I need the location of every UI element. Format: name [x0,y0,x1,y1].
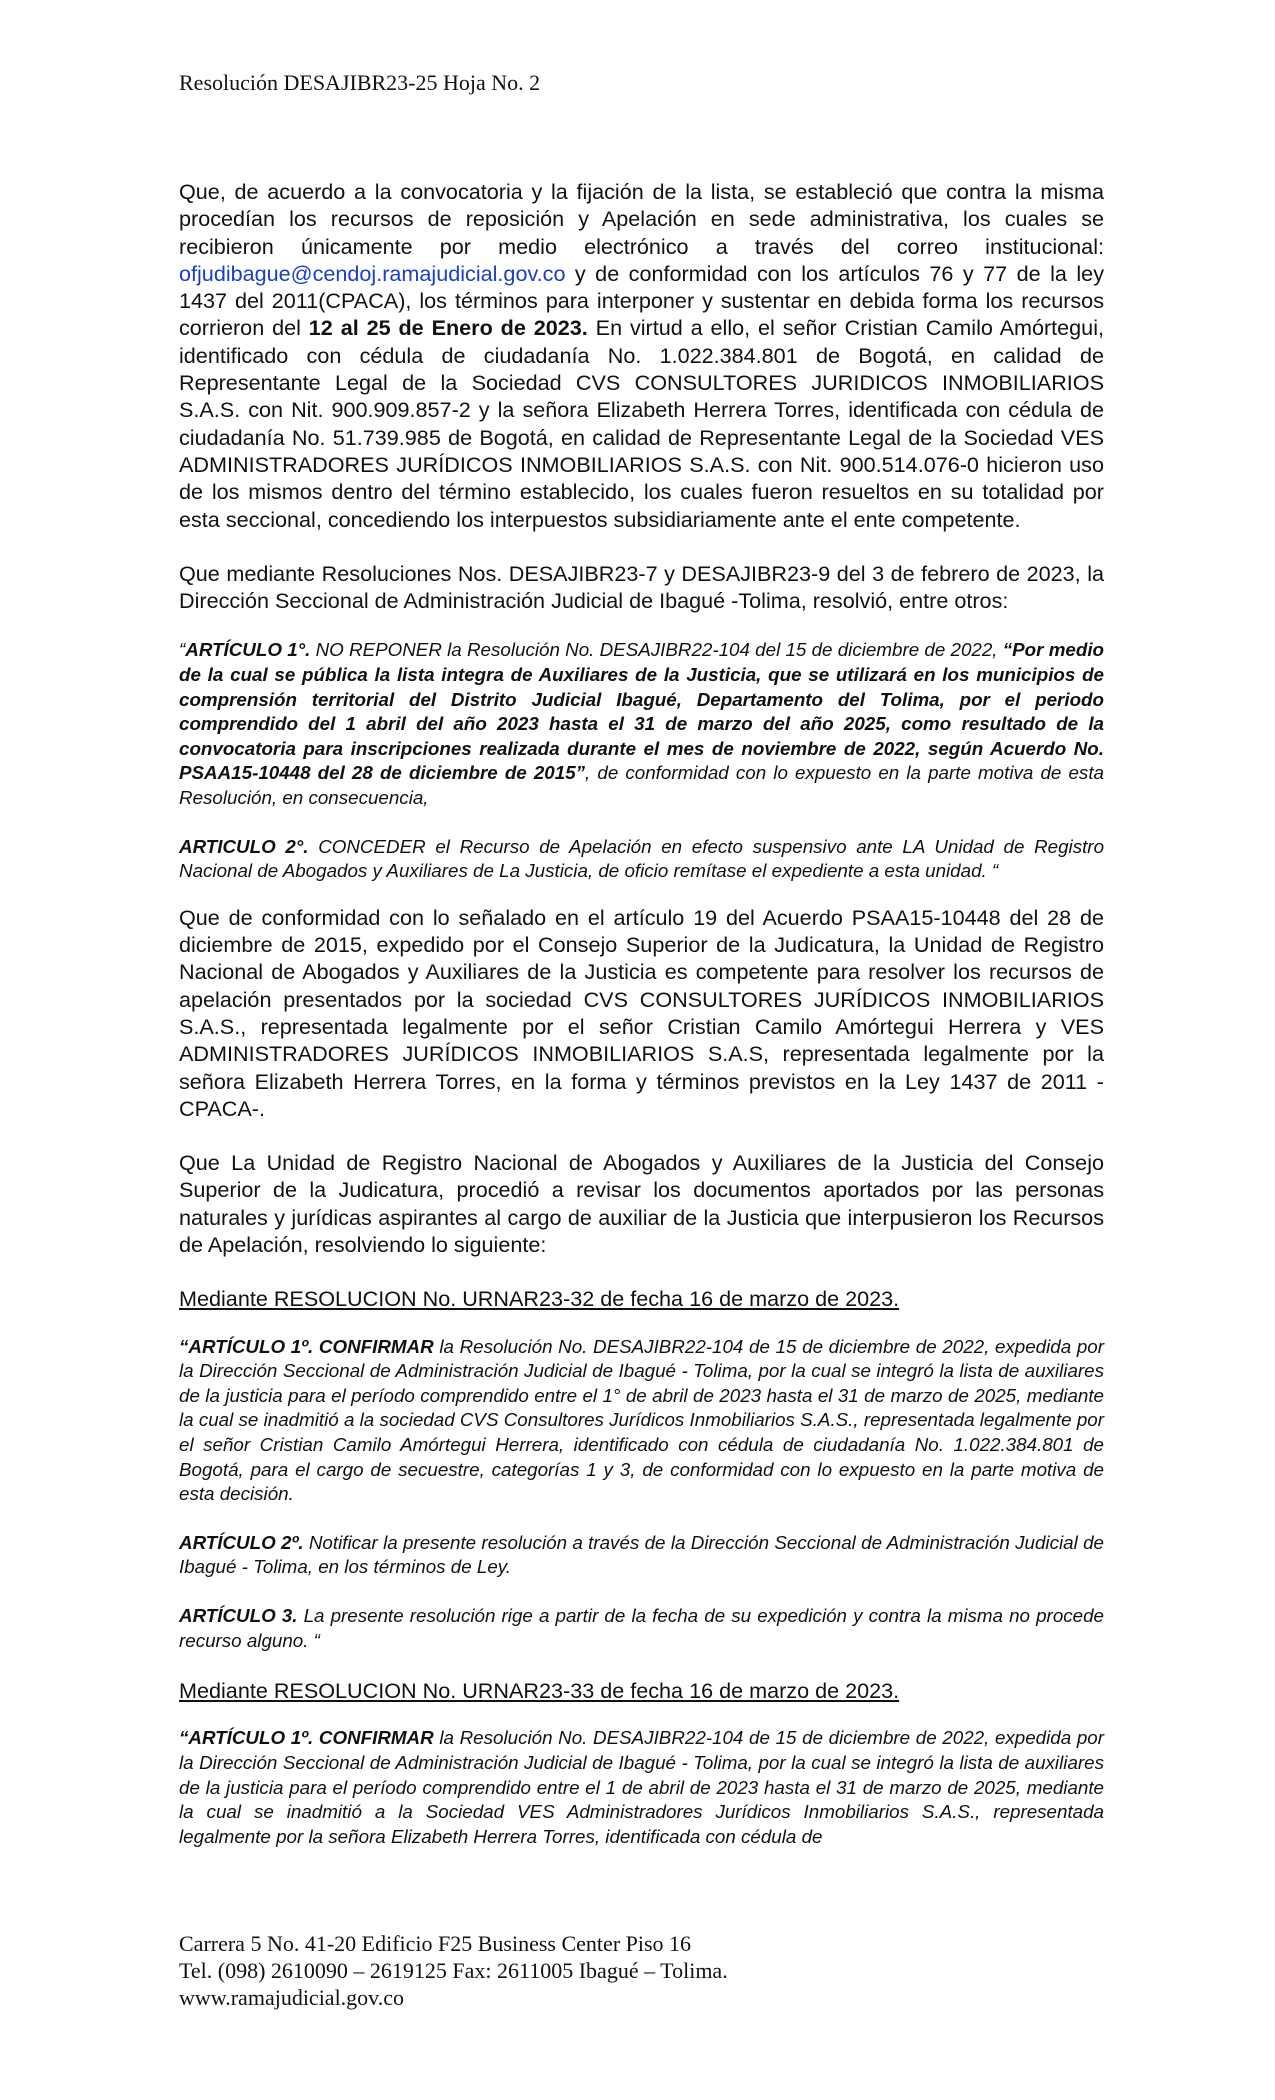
text-span: CONCEDER el Recurso de Apelación en efecto suspensivo ante LA Unidad de Registro Nacional de Abogados y Auxiliares de La Justicia, de oficio remítase el expediente a esta unidad. “ [179,835,1105,882]
footer-website: www.ramajudicial.gov.co [179,1985,405,2010]
text-span: la Resolución No. DESAJIBR22-104 de 15 de diciembre de 2022, expedida por la Dirección Seccional de Administración Judicial de Ibagué - Tolima, por la cual se integró la lista de auxiliares de la justicia para el período comprendido entre el 1 de abril de 2023 hasta el 31 de marzo de 2025, mediante la cual se inadmitió a la Sociedad VES Administradores Jurídicos Inmobiliarios S.A.S., representada legalmente por la señora Elizabeth Herrera Torres, identificada con cédula de [179,1727,1104,1847]
text-span: Notificar la presente resolución a través de la Dirección Seccional de Administración Judicial de Ibagué - Tolima, en los términos de Ley. [179,1531,1104,1578]
article-label: ARTÍCULO 3. [179,1605,298,1626]
text-span: , de conformidad con lo expuesto en la parte motiva de esta Resolución, en consecuencia, [179,762,1104,809]
quote-urnar23-33-art1 [179,1726,1104,1849]
article-label: “ARTÍCULO 1º. CONFIRMAR [179,1727,434,1749]
quote-urnar23-32-art2 [179,1531,1104,1580]
paragraph-resoluciones: Que mediante Resoluciones Nos. DESAJIBR23-7 y DESAJIBR23-9 del 3 de febrero de 2023, la Dirección Seccional de Administración Judicial de Ibagué -Tolima, resolvió, entre otros: [179,560,1104,614]
text-span: Que, de acuerdo a la convocatoria y la fijación de la lista, se estableció que contra la misma procedían los recursos de reposición y Apelación en sede administrativa, los cuales se recibieron únicamente por medio electrónico a través del correo institucional: [179,179,1104,259]
resolution-heading-urnar23-32: Mediante RESOLUCION No. URNAR23-32 de fecha 16 de marzo de 2023. [179,1286,900,1312]
quote-urnar23-32-art1 [179,1335,1104,1507]
text-span: y de conformidad con los artículos 76 y 77 de la ley 1437 del 2011(CPACA), los términos para interponer y sustentar en debida forma los recursos corrieron del [179,260,1104,341]
text-span: En virtud a ello, el señor Cristian Camilo Amórtegui, identificado con cédula de ciudadanía No. 1.022.384.801 de Bogotá, en calidad de Representante Legal de la Sociedad CVS CONSULTORES JURIDICOS INMOBILIARIOS S.A.S. con Nit. 900.909.857-2 y la señora Elizabeth Herrera Torres, identificada con cédula de ciudadanía No. 51.739.985 de Bogotá, en calidad de Representante Legal de la Sociedad VES ADMINISTRADORES JURÍDICOS INMOBILIARIOS S.A.S. con Nit. 900.514.076-0 hicieron uso de los mismos dentro del término establecido, los cuales fueron resueltos en su totalidad por esta seccional, concediendo los interpuestos subsidiariamente ante el ente competente. [179,315,1104,532]
quote-open: “ [179,639,186,661]
article-label: ARTÍCULO 2º. [179,1531,304,1553]
resolution-heading-urnar23-33: Mediante RESOLUCION No. URNAR23-33 de fecha 16 de marzo de 2023. [179,1678,900,1704]
footer-address: Carrera 5 No. 41-20 Edificio F25 Business Center Piso 16 [179,1931,692,1956]
quote-articulo-2 [179,835,1104,884]
bold-dates: 12 al 25 de Enero de 2023. [308,315,588,341]
paragraph-competencia: Que de conformidad con lo señalado en el artículo 19 del Acuerdo PSAA15-10448 del 28 de diciembre de 2015, expedido por el Consejo Superior de la Judicatura, la Unidad de Registro Nacional de Abogados y Auxiliares de la Justicia es competente para resolver los recursos de apelación presentados por la sociedad CVS CONSULTORES JURÍDICOS INMOBILIARIOS S.A.S., representada legalmente por el señor Cristian Camilo Amórtegui Herrera y VES ADMINISTRADORES JURÍDICOS INMOBILIARIOS S.A.S, representada legalmente por la señora Elizabeth Herrera Torres, en la forma y términos previstos en la Ley 1437 de 2011 -CPACA-. [179,904,1104,1121]
paragraph-unidad: Que La Unidad de Registro Nacional de Abogados y Auxiliares de la Justicia del Consejo Superior de la Judicatura, procedió a revisar los documentos aportados por las personas naturales y jurídicas aspirantes al cargo de auxiliar de la Justicia que interpusieron los Recursos de Apelación, resolviendo lo siguiente: [179,1150,1104,1258]
text-span: la Resolución No. DESAJIBR22-104 de 15 de diciembre de 2022, expedida por la Dirección Seccional de Administración Judicial de Ibagué - Tolima, por la cual se integró la lista de auxiliares de la justicia para el período comprendido entre el 1° de abril de 2023 hasta el 31 de marzo de 2025, mediante la cual se inadmitió a la sociedad CVS Consultores Jurídicos Inmobiliarios S.A.S., representada legalmente por el señor Cristian Camilo Amórtegui Herrera, identificado con cédula de ciudadanía No. 1.022.384.801 de Bogotá, para el cargo de secuestre, categorías 1 y 3, de conformidad con lo expuesto en la parte motiva de esta decisión. [179,1335,1104,1505]
email-link[interactable]: ofjudibague@cendoj.ramajudicial.gov.co [179,260,566,286]
page-footer [179,1930,728,2011]
text-span: NO REPONER la Resolución No. DESAJIBR22-104 del 15 de diciembre de 2022, [310,639,1003,661]
footer-phone: Tel. (098) 2610090 – 2619125 Fax: 2611005 Ibagué – Tolima. [179,1958,728,1983]
text-span: La presente resolución rige a partir de la fecha de su expedición y contra la misma no procede recurso alguno. “ [179,1605,1104,1651]
article-label: ARTÍCULO 1°. [185,639,311,661]
bold-quote: “Por medio de la cual se pública la lista integra de Auxiliares de la Justicia, que se utilizará en los municipios de comprensión territorial del Distrito Judicial Ibagué, Departamento del Tolima, por el periodo comprendido del 1 abril del año 2023 hasta el 31 de marzo del año 2025, como resultado de la convocatoria para inscripciones realizada durante el mes de noviembre de 2022, según Acuerdo No. PSAA15-10448 del 28 de diciembre de 2015” [179,639,1105,784]
paragraph-recursos [179,178,1104,533]
article-label: ARTICULO 2°. [179,835,309,857]
quote-urnar23-32-art3 [179,1604,1104,1653]
article-label: “ARTÍCULO 1º. CONFIRMAR [179,1335,434,1357]
page-header: Resolución DESAJIBR23-25 Hoja No. 2 [179,70,541,95]
quote-articulo-1 [179,638,1104,810]
document-body [179,175,1104,1849]
